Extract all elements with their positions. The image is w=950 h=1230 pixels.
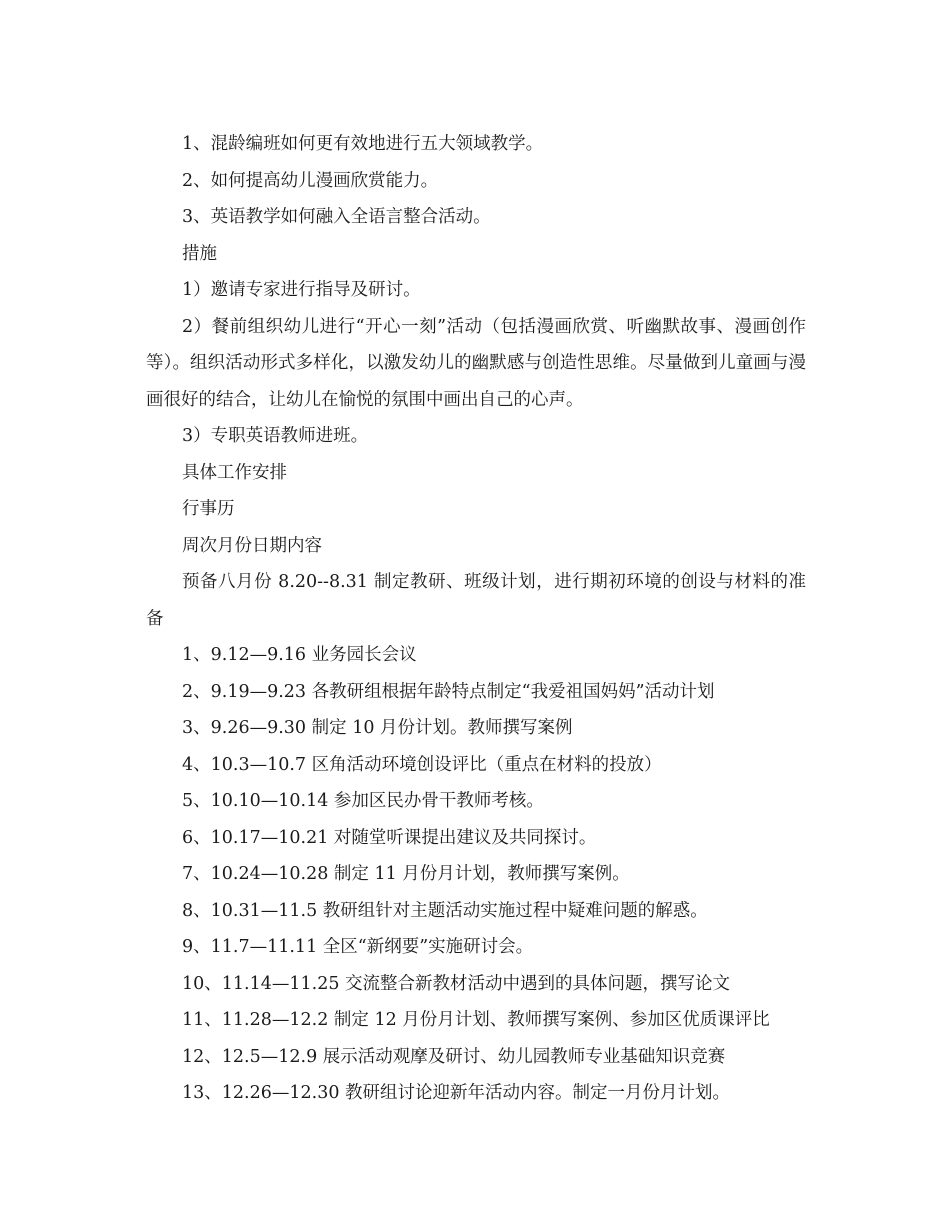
paragraph-measure-3: 3）专职英语教师进班。: [182, 426, 369, 446]
paragraph-question-2: 2、如何提高幼儿漫画欣赏能力。: [182, 170, 439, 191]
calendar-entry-8: 8、10.31—11.5 教研组针对主题活动实施过程中疑难问题的解惑。: [182, 900, 708, 921]
calendar-entry-13: 13、12.26—12.30 教研组讨论迎新年活动内容。制定一月份月计划。: [182, 1083, 731, 1103]
document-page: [146, 126, 806, 1112]
calendar-entry-7: 7、10.24—10.28 制定 11 月份月计划，教师撰写案例。: [182, 864, 630, 884]
paragraph-measure-1: 1）邀请专家进行指导及研讨。: [182, 280, 421, 300]
section-heading-work-arrangement: 具体工作安排: [182, 462, 287, 483]
calendar-entry-9: 9、11.7—11.11 全区“新纲要”实施研讨会。: [182, 937, 534, 957]
calendar-entry-6: 6、10.17—10.21 对随堂听课提出建议及共同探讨。: [182, 827, 597, 848]
calendar-header: 周次月份日期内容: [182, 535, 322, 556]
calendar-entry-12: 12、12.5—12.9 展示活动观摩及研讨、幼儿园教师专业基础知识竞赛: [182, 1046, 726, 1067]
paragraph-question-3: 3、英语教学如何融入全语言整合活动。: [182, 207, 491, 227]
paragraph-question-1: 1、混龄编班如何更有效地进行五大领域教学。: [182, 134, 544, 154]
calendar-entry-2: 2、9.19—9.23 各教研组根据年龄特点制定“我爱祖国妈妈”活动计划: [182, 681, 715, 702]
section-heading-measures: 措施: [182, 243, 217, 264]
section-heading-calendar: 行事历: [182, 499, 235, 519]
calendar-entry-4: 4、10.3—10.7 区角活动环境创设评比（重点在材料的投放）: [182, 754, 662, 775]
calendar-entry-10: 10、11.14—11.25 交流整合新教材活动中遇到的具体问题，撰写论文: [182, 973, 731, 994]
calendar-entry-3: 3、9.26—9.30 制定 10 月份计划。教师撰写案例: [182, 718, 573, 738]
calendar-entry-prep: 预备八月份 8.20--8.31 制定教研、班级计划，进行期初环境的创设与材料的准备: [146, 572, 806, 629]
paragraph-measure-2: 2）餐前组织幼儿进行“开心一刻”活动（包括漫画欣赏、听幽默故事、漫画创作等）。组织活动形式多样化，以激发幼儿的幽默感与创造性思维。尽量做到儿童画与漫画很好的结合，让幼儿在愉悦的氛围中画出自己的心声。: [146, 316, 806, 410]
calendar-entry-1: 1、9.12—9.16 业务园长会议: [182, 645, 417, 665]
calendar-entry-5: 5、10.10—10.14 参加区民办骨干教师考核。: [182, 791, 544, 811]
calendar-entry-11: 11、11.28—12.2 制定 12 月份月计划、教师撰写案例、参加区优质课评比: [182, 1010, 770, 1030]
